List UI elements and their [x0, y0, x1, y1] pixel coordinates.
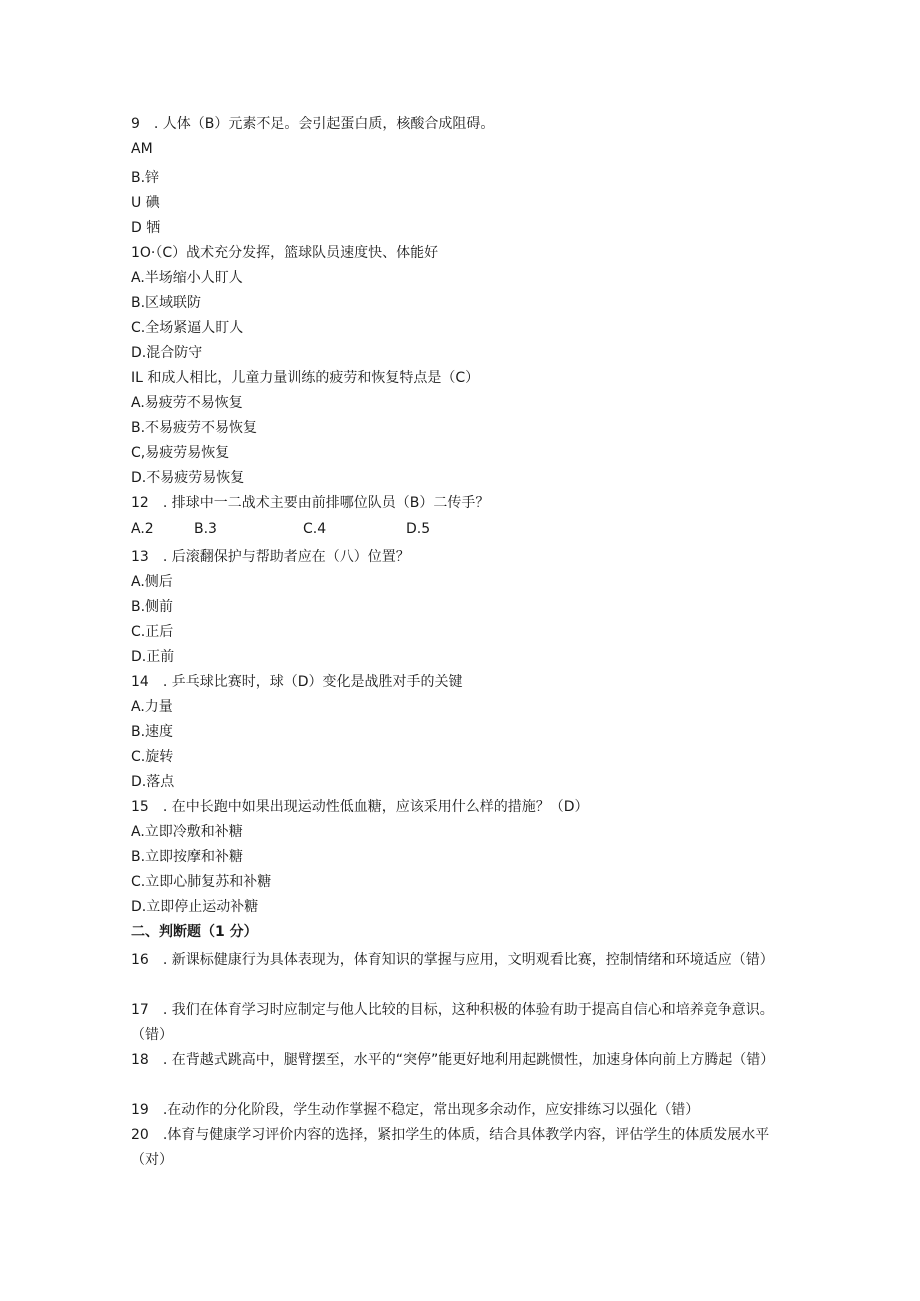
question-10-stem: 1O·（C）战术充分发挥，篮球队员速度快、体能好 — [131, 245, 439, 261]
question-14-option-d: D.落点 — [131, 774, 175, 790]
question-12-stem: 12 . 排球中一二战术主要由前排哪位队员（B）二传手？ — [131, 495, 490, 511]
question-12-option-b: B.3 — [194, 521, 217, 537]
judgment-19: 19 .在动作的分化阶段，学生动作掌握不稳定，常出现多余动作，应安排练习以强化（错） — [131, 1102, 700, 1118]
question-12-option-d: D.5 — [406, 521, 431, 537]
judgment-18: 18 . 在背越式跳高中，腿臂摆至，水平的“突停”能更好地利用起跳惯性，加速身体向前上方腾起（错） — [131, 1052, 775, 1068]
question-15-option-c: C.立即心肺复苏和补糖 — [131, 874, 272, 890]
question-15-option-a: A.立即冷敷和补糖 — [131, 824, 243, 840]
question-12-option-c: C.4 — [303, 521, 327, 537]
question-11-option-d: D.不易疲劳易恢复 — [131, 470, 245, 486]
question-11-option-a: A.易疲劳不易恢复 — [131, 395, 243, 411]
question-10-option-d: D.混合防守 — [131, 345, 203, 361]
question-11-option-b: B.不易疲劳不易恢复 — [131, 420, 258, 436]
question-10-option-a: A.半场缩小人盯人 — [131, 270, 243, 286]
judgment-20: 20 .体育与健康学习评价内容的选择，紧扣学生的体质，结合具体教学内容，评估学生的体质发展水平（对） — [131, 1127, 770, 1168]
judgment-17: 17 . 我们在体育学习时应制定与他人比较的目标，这种积极的体验有助于提高自信心和培养竞争意识。（错） — [131, 1002, 774, 1043]
question-15-stem: 15 . 在中长跑中如果出现运动性低血糖，应该采用什么样的措施？（D） — [131, 799, 589, 815]
question-10-option-b: B.区域联防 — [131, 295, 202, 311]
question-12-options-row — [131, 520, 531, 538]
question-14-option-a: A.力量 — [131, 699, 173, 715]
question-14-option-b: B.速度 — [131, 724, 174, 740]
question-14-stem: 14 . 乒乓球比赛时，球（D）变化是战胜对手的关键 — [131, 674, 463, 690]
question-14-option-c: C.旋转 — [131, 749, 174, 765]
question-15-option-b: B.立即按摩和补糖 — [131, 849, 244, 865]
question-13-option-c: C.正后 — [131, 624, 174, 640]
judgment-16: 16 . 新课标健康行为具体表现为，体育知识的掌握与应用，文明观看比赛，控制情绪和环境适应（错） — [131, 952, 774, 968]
question-11-stem: IL 和成人相比，儿童力量训练的疲劳和恢复特点是（C） — [131, 370, 480, 386]
question-13-option-d: D.正前 — [131, 649, 175, 665]
question-12-option-a: A.2 — [131, 521, 154, 537]
question-9-option-d: D 牺 — [131, 220, 161, 236]
question-9-option-a: AM — [131, 141, 153, 157]
question-10-option-c: C.全场紧逼人盯人 — [131, 320, 244, 336]
question-13-option-b: B.侧前 — [131, 599, 174, 615]
question-9-stem: 9 . 人体（B）元素不足。会引起蛋白质，核酸合成阻碍。 — [131, 116, 495, 132]
question-13-option-a: A.侧后 — [131, 574, 173, 590]
question-9-option-b: B.锌 — [131, 170, 160, 186]
question-9-option-c: U 碘 — [131, 195, 160, 211]
question-13-stem: 13 . 后滚翻保护与帮助者应在（八）位置？ — [131, 549, 410, 565]
section-2-title: 二、判断题（1 分） — [131, 924, 258, 940]
question-11-option-c: C,易疲劳易恢复 — [131, 445, 230, 461]
question-15-option-d: D.立即停止运动补糖 — [131, 899, 259, 915]
